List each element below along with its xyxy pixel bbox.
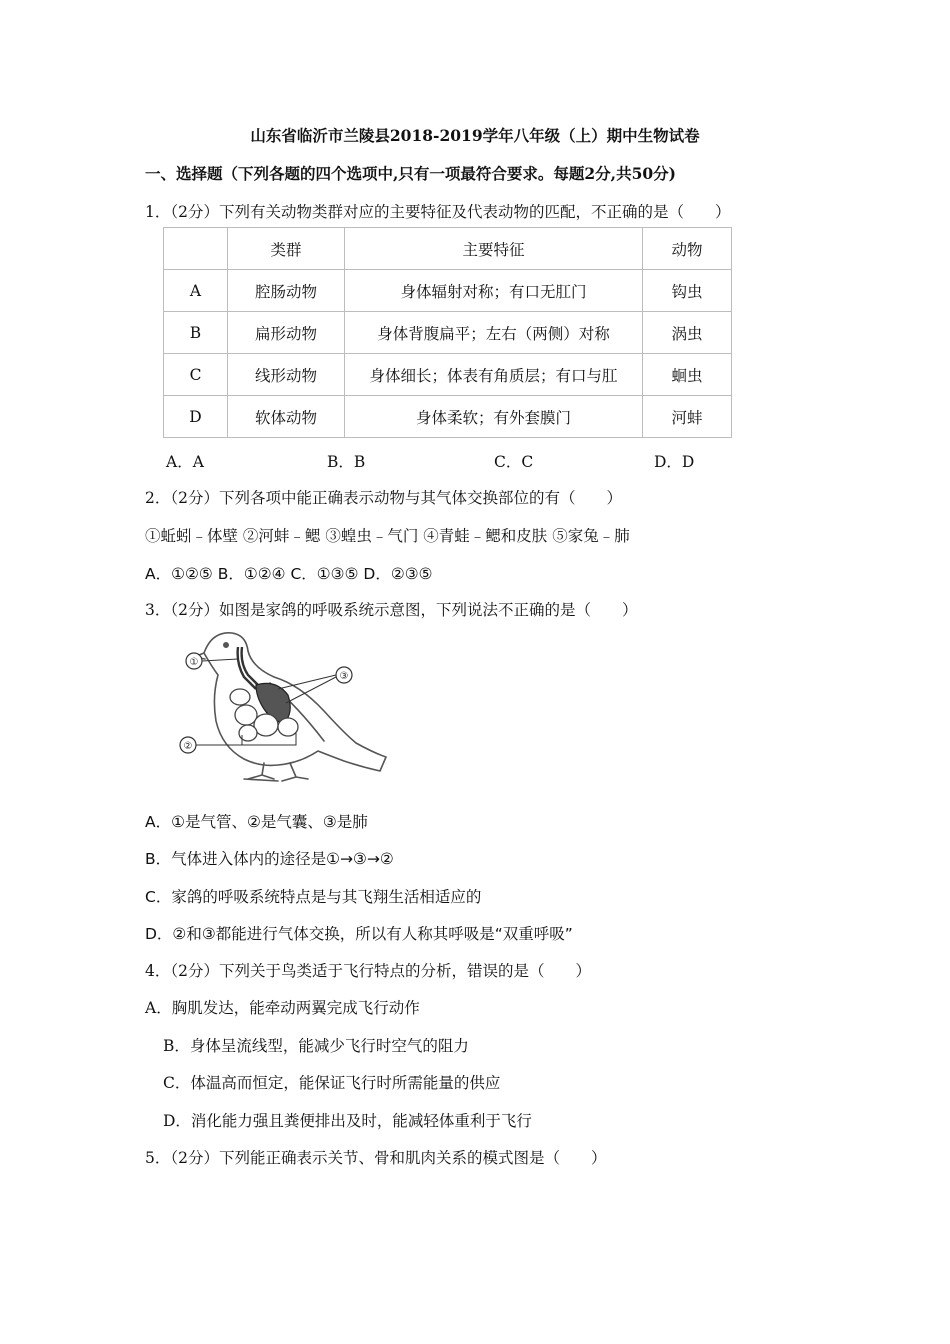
table-cell: 软体动物 bbox=[228, 396, 345, 438]
question-4-stem: 4．（2分）下列关于鸟类适于飞行特点的分析，错误的是（ ） bbox=[145, 962, 591, 980]
table-cell: 河蚌 bbox=[643, 396, 732, 438]
section-heading: 一、选择题（下列各题的四个选项中,只有一项最符合要求。每题2分,共50分) bbox=[145, 164, 676, 183]
table-cell: 身体辐射对称；有口无肛门 bbox=[345, 270, 643, 312]
question-5-stem: 5．（2分）下列能正确表示关节、骨和肌肉关系的模式图是（ ） bbox=[145, 1149, 607, 1167]
figure-label-2: ② bbox=[183, 741, 193, 752]
pigeon-illustration bbox=[178, 623, 390, 790]
table-header-cell: 动物 bbox=[643, 228, 732, 270]
question-3-option-d: D．②和③都能进行气体交换，所以有人称其呼吸是“双重呼吸” bbox=[145, 925, 573, 943]
question-1-option-a: A．A bbox=[166, 453, 204, 471]
question-1-option-d: D．D bbox=[654, 453, 695, 471]
question-2-stem: 2．（2分）下列各项中能正确表示动物与其气体交换部位的有（ ） bbox=[145, 489, 622, 507]
question-1-option-c: C．C bbox=[494, 453, 534, 471]
question-1-table bbox=[163, 227, 732, 438]
table-cell: 涡虫 bbox=[643, 312, 732, 354]
table-cell: D bbox=[164, 396, 228, 438]
table-row bbox=[164, 396, 732, 438]
table-cell: 身体柔软；有外套膜门 bbox=[345, 396, 643, 438]
question-4-option-a: A．胸肌发达，能牵动两翼完成飞行动作 bbox=[145, 999, 420, 1017]
figure-label-3: ③ bbox=[339, 671, 349, 682]
table-cell: 腔肠动物 bbox=[228, 270, 345, 312]
question-3-option-c: C．家鸽的呼吸系统特点是与其飞翔生活相适应的 bbox=[145, 888, 482, 906]
question-4-option-d: D．消化能力强且粪便排出及时，能减轻体重利于飞行 bbox=[163, 1112, 532, 1130]
page-title: 山东省临沂市兰陵县2018-2019学年八年级（上）期中生物试卷 bbox=[250, 126, 700, 145]
question-3-stem: 3．（2分）如图是家鸽的呼吸系统示意图，下列说法不正确的是（ ） bbox=[145, 601, 638, 619]
table-header-cell bbox=[164, 228, 228, 270]
question-3-option-b: B．气体进入体内的途径是①→③→② bbox=[145, 850, 394, 868]
label-2 bbox=[180, 733, 296, 753]
question-3-option-a: A．①是气管、②是气囊、③是肺 bbox=[145, 813, 368, 831]
table-cell: A bbox=[164, 270, 228, 312]
table-cell: C bbox=[164, 354, 228, 396]
question-1-stem: 1．（2分）下列有关动物类群对应的主要特征及代表动物的匹配，不正确的是（ ） bbox=[145, 203, 731, 221]
table-cell: 扁形动物 bbox=[228, 312, 345, 354]
figure-label-1: ① bbox=[189, 657, 199, 668]
question-4-option-b: B．身体呈流线型，能减少飞行时空气的阻力 bbox=[163, 1037, 469, 1055]
table-cell: 线形动物 bbox=[228, 354, 345, 396]
question-2-items: ①蚯蚓﹣体壁 ②河蚌﹣鳃 ③蝗虫﹣气门 ④青蛙﹣鳃和皮肤 ⑤家兔﹣肺 bbox=[145, 527, 630, 545]
table-cell: 钩虫 bbox=[643, 270, 732, 312]
table-cell: B bbox=[164, 312, 228, 354]
table-cell: 蛔虫 bbox=[643, 354, 732, 396]
table-header-row bbox=[164, 228, 732, 270]
table-header-cell: 类群 bbox=[228, 228, 345, 270]
table-row bbox=[164, 354, 732, 396]
table-row bbox=[164, 312, 732, 354]
question-4-option-c: C．体温高而恒定，能保证飞行时所需能量的供应 bbox=[163, 1074, 501, 1092]
table-cell: 身体背腹扁平；左右（两侧）对称 bbox=[345, 312, 643, 354]
question-1-option-b: B．B bbox=[327, 453, 366, 471]
table-header-cell: 主要特征 bbox=[345, 228, 643, 270]
question-2-options: A．①②⑤ B．①②④ C．①③⑤ D．②③⑤ bbox=[145, 565, 433, 583]
table-cell: 身体细长；体表有角质层；有口与肛 bbox=[345, 354, 643, 396]
table-row bbox=[164, 270, 732, 312]
pigeon-respiratory-diagram bbox=[178, 623, 390, 790]
